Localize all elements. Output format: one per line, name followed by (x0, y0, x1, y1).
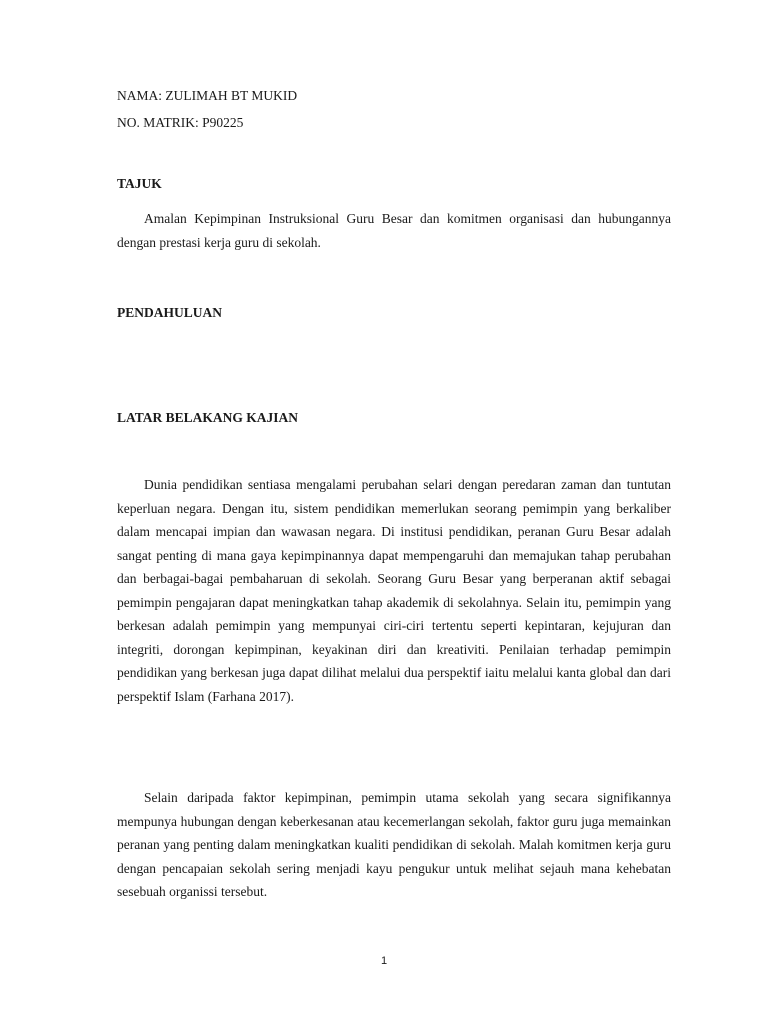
student-name: NAMA: ZULIMAH BT MUKID (117, 88, 298, 103)
paragraph-2: Selain daripada faktor kepimpinan, pemimpin utama sekolah yang secara signifikannya mempunya hubungan dengan keberkesanan atau kecemerlangan sekolah, faktor guru juga memainkan peranan yang penting dalam meningkatkan kualiti pendidikan di sekolah. Malah komitmen kerja guru dengan pencapaian sekolah sering menjadi kayu pengukur untuk melihat sejauh mana kehebatan sesebuah organissi tersebut. (117, 790, 671, 899)
heading-tajuk: TAJUK (117, 176, 162, 191)
heading-pendahuluan: PENDAHULUAN (117, 305, 223, 320)
heading-latar-belakang: LATAR BELAKANG KAJIAN (117, 410, 299, 425)
tajuk-text: Amalan Kepimpinan Instruksional Guru Besar dan komitmen organisasi dan hubungannya dengan prestasi kerja guru di sekolah. (117, 211, 671, 250)
page-number: 1 (380, 955, 388, 967)
matric-number: NO. MATRIK: P90225 (117, 115, 244, 130)
paragraph-1: Dunia pendidikan sentiasa mengalami perubahan selari dengan peredaran zaman dan tuntutan keperluan negara. Dengan itu, sistem pendidikan memerlukan seorang pemimpin yang berkaliber dalam mencapai impian dan wawasan negara. Di institusi pendidikan, peranan Guru Besar adalah sangat penting di mana gaya kepimpinannya dapat mempengaruhi dan memajukan tahap perubahan dan berbagai-bagai pembaharuan di sekolah. Seorang Guru Besar yang berperanan aktif sebagai pemimpin pengajaran dapat meningkatkan tahap akademik di sekolahnya. Selain itu, pemimpin yang berkesan adalah pemimpin yang mempunyai ciri-ciri tertentu seperti kepintaran, kejujuran dan integriti, dorongan kepimpinan, keyakinan diri dan kreativiti. Penilaian terhadap pemimpin pendidikan yang berkesan juga dapat dilihat melalui dua perspektif iaitu melalui kanta global dan dari perspektif Islam (Farhana 2017). (117, 477, 671, 704)
